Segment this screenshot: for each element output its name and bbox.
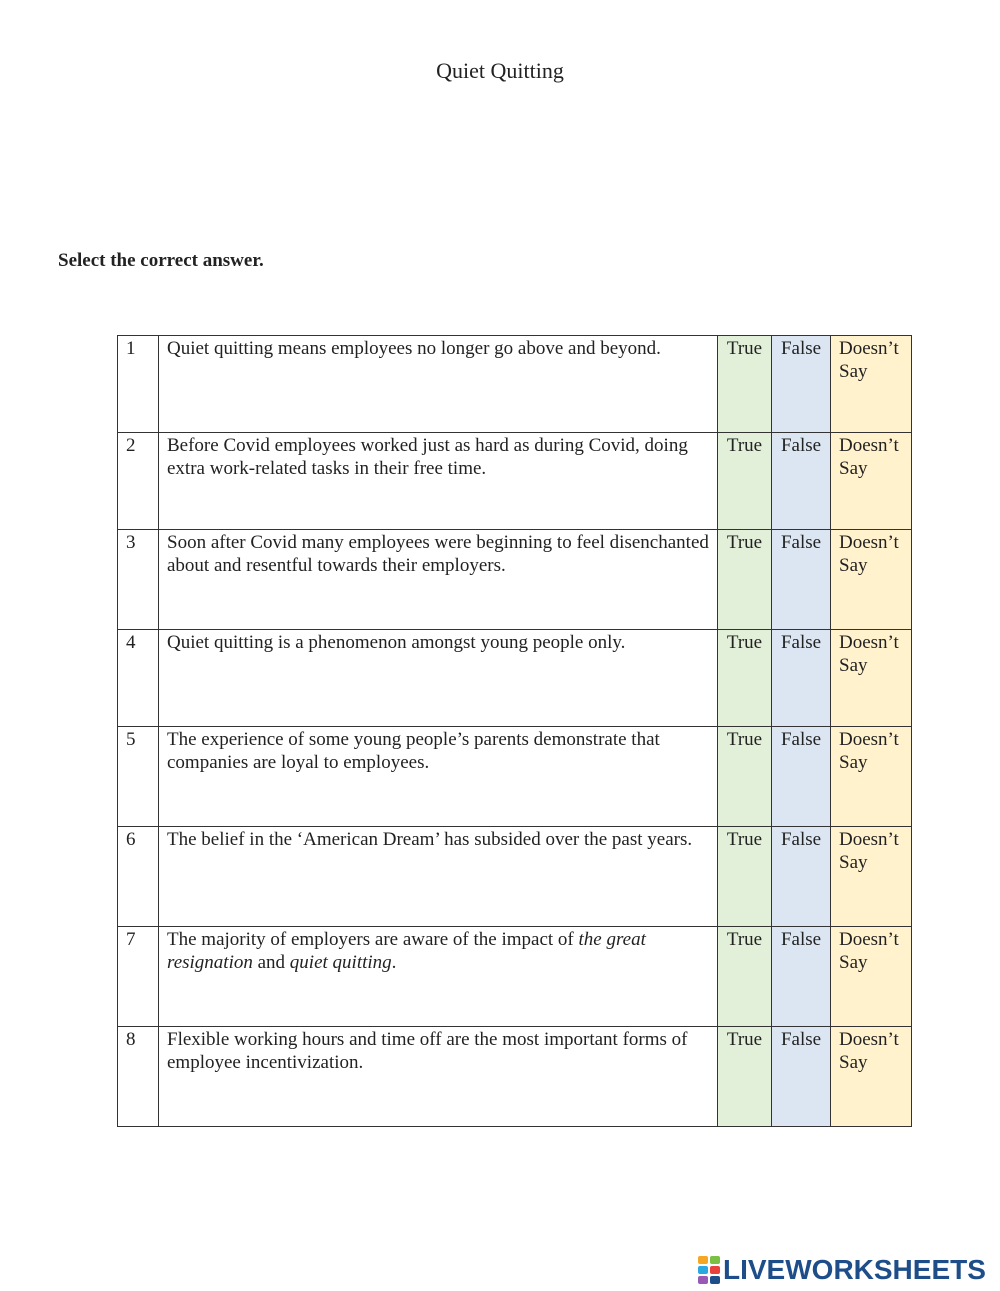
option-false[interactable]: False <box>772 530 831 630</box>
option-doesnt-say[interactable] <box>831 727 912 827</box>
option-doesnt-say-line1: Doesn’t <box>839 532 899 553</box>
page-title: Quiet Quitting <box>436 58 564 83</box>
question-row-3 <box>118 530 912 630</box>
question-statement: Quiet quitting means employees no longer go above and beyond. <box>159 336 718 433</box>
option-doesnt-say-line2: Say <box>839 655 868 676</box>
question-table <box>117 335 912 1127</box>
question-number: 8 <box>118 1027 159 1127</box>
option-doesnt-say[interactable] <box>831 433 912 530</box>
option-false[interactable]: False <box>772 827 831 927</box>
option-true[interactable]: True <box>718 727 772 827</box>
question-number: 3 <box>118 530 159 630</box>
option-false[interactable]: False <box>772 927 831 1027</box>
option-doesnt-say-line1: Doesn’t <box>839 929 899 950</box>
question-row-4 <box>118 630 912 727</box>
option-doesnt-say-line1: Doesn’t <box>839 1029 899 1050</box>
question-number: 6 <box>118 827 159 927</box>
question-number: 1 <box>118 336 159 433</box>
instruction-text: Select the correct answer. <box>58 250 264 271</box>
option-true[interactable]: True <box>718 1027 772 1127</box>
statement-text: and <box>252 952 290 973</box>
option-false[interactable]: False <box>772 630 831 727</box>
option-doesnt-say-line1: Doesn’t <box>839 435 899 456</box>
question-row-5 <box>118 727 912 827</box>
question-statement: Flexible working hours and time off are the most important forms of employee incentivization. <box>159 1027 718 1127</box>
option-true[interactable]: True <box>718 630 772 727</box>
question-statement: Quiet quitting is a phenomenon amongst young people only. <box>159 630 718 727</box>
option-doesnt-say-line2: Say <box>839 752 868 773</box>
option-true[interactable]: True <box>718 530 772 630</box>
option-doesnt-say-line2: Say <box>839 952 868 973</box>
option-doesnt-say-line1: Doesn’t <box>839 729 899 750</box>
option-doesnt-say[interactable] <box>831 336 912 433</box>
question-row-1 <box>118 336 912 433</box>
liveworksheets-logo-text: LIVEWORKSHEETS <box>723 1254 986 1285</box>
option-true[interactable]: True <box>718 336 772 433</box>
question-statement: Soon after Covid many employees were beginning to feel disenchanted about and resentful towards their employers. <box>159 530 718 630</box>
question-statement: Before Covid employees worked just as hard as during Covid, doing extra work-related tasks in their free time. <box>159 433 718 530</box>
option-true[interactable]: True <box>718 433 772 530</box>
option-false[interactable]: False <box>772 336 831 433</box>
statement-term-quiet-quitting: quiet quitting <box>289 952 392 973</box>
question-number: 5 <box>118 727 159 827</box>
option-doesnt-say-line2: Say <box>839 555 868 576</box>
question-statement: The experience of some young people’s parents demonstrate that companies are loyal to employees. <box>159 727 718 827</box>
liveworksheets-logo-icon <box>698 1256 720 1284</box>
option-false[interactable]: False <box>772 1027 831 1127</box>
option-false[interactable]: False <box>772 433 831 530</box>
question-statement: The belief in the ‘American Dream’ has subsided over the past years. <box>159 827 718 927</box>
question-number: 7 <box>118 927 159 1027</box>
option-doesnt-say-line1: Doesn’t <box>839 338 899 359</box>
option-doesnt-say[interactable] <box>831 1027 912 1127</box>
liveworksheets-logo <box>698 1254 986 1286</box>
question-row-8 <box>118 1027 912 1127</box>
option-doesnt-say-line2: Say <box>839 458 868 479</box>
question-row-2 <box>118 433 912 530</box>
option-doesnt-say-line2: Say <box>839 1052 868 1073</box>
statement-text: . <box>391 952 397 973</box>
option-true[interactable]: True <box>718 827 772 927</box>
option-doesnt-say[interactable] <box>831 827 912 927</box>
option-false[interactable]: False <box>772 727 831 827</box>
statement-text: The majority of employers are aware of the impact of <box>167 929 579 950</box>
question-row-6 <box>118 827 912 927</box>
option-true[interactable]: True <box>718 927 772 1027</box>
option-doesnt-say-line1: Doesn’t <box>839 829 899 850</box>
option-doesnt-say[interactable] <box>831 927 912 1027</box>
option-doesnt-say-line1: Doesn’t <box>839 632 899 653</box>
option-doesnt-say[interactable] <box>831 530 912 630</box>
question-number: 4 <box>118 630 159 727</box>
option-doesnt-say-line2: Say <box>839 361 868 382</box>
question-statement <box>159 927 718 1027</box>
question-number: 2 <box>118 433 159 530</box>
statement-term-great-resignation: the great resignation <box>167 929 646 973</box>
question-row-7 <box>118 927 912 1027</box>
option-doesnt-say[interactable] <box>831 630 912 727</box>
option-doesnt-say-line2: Say <box>839 852 868 873</box>
